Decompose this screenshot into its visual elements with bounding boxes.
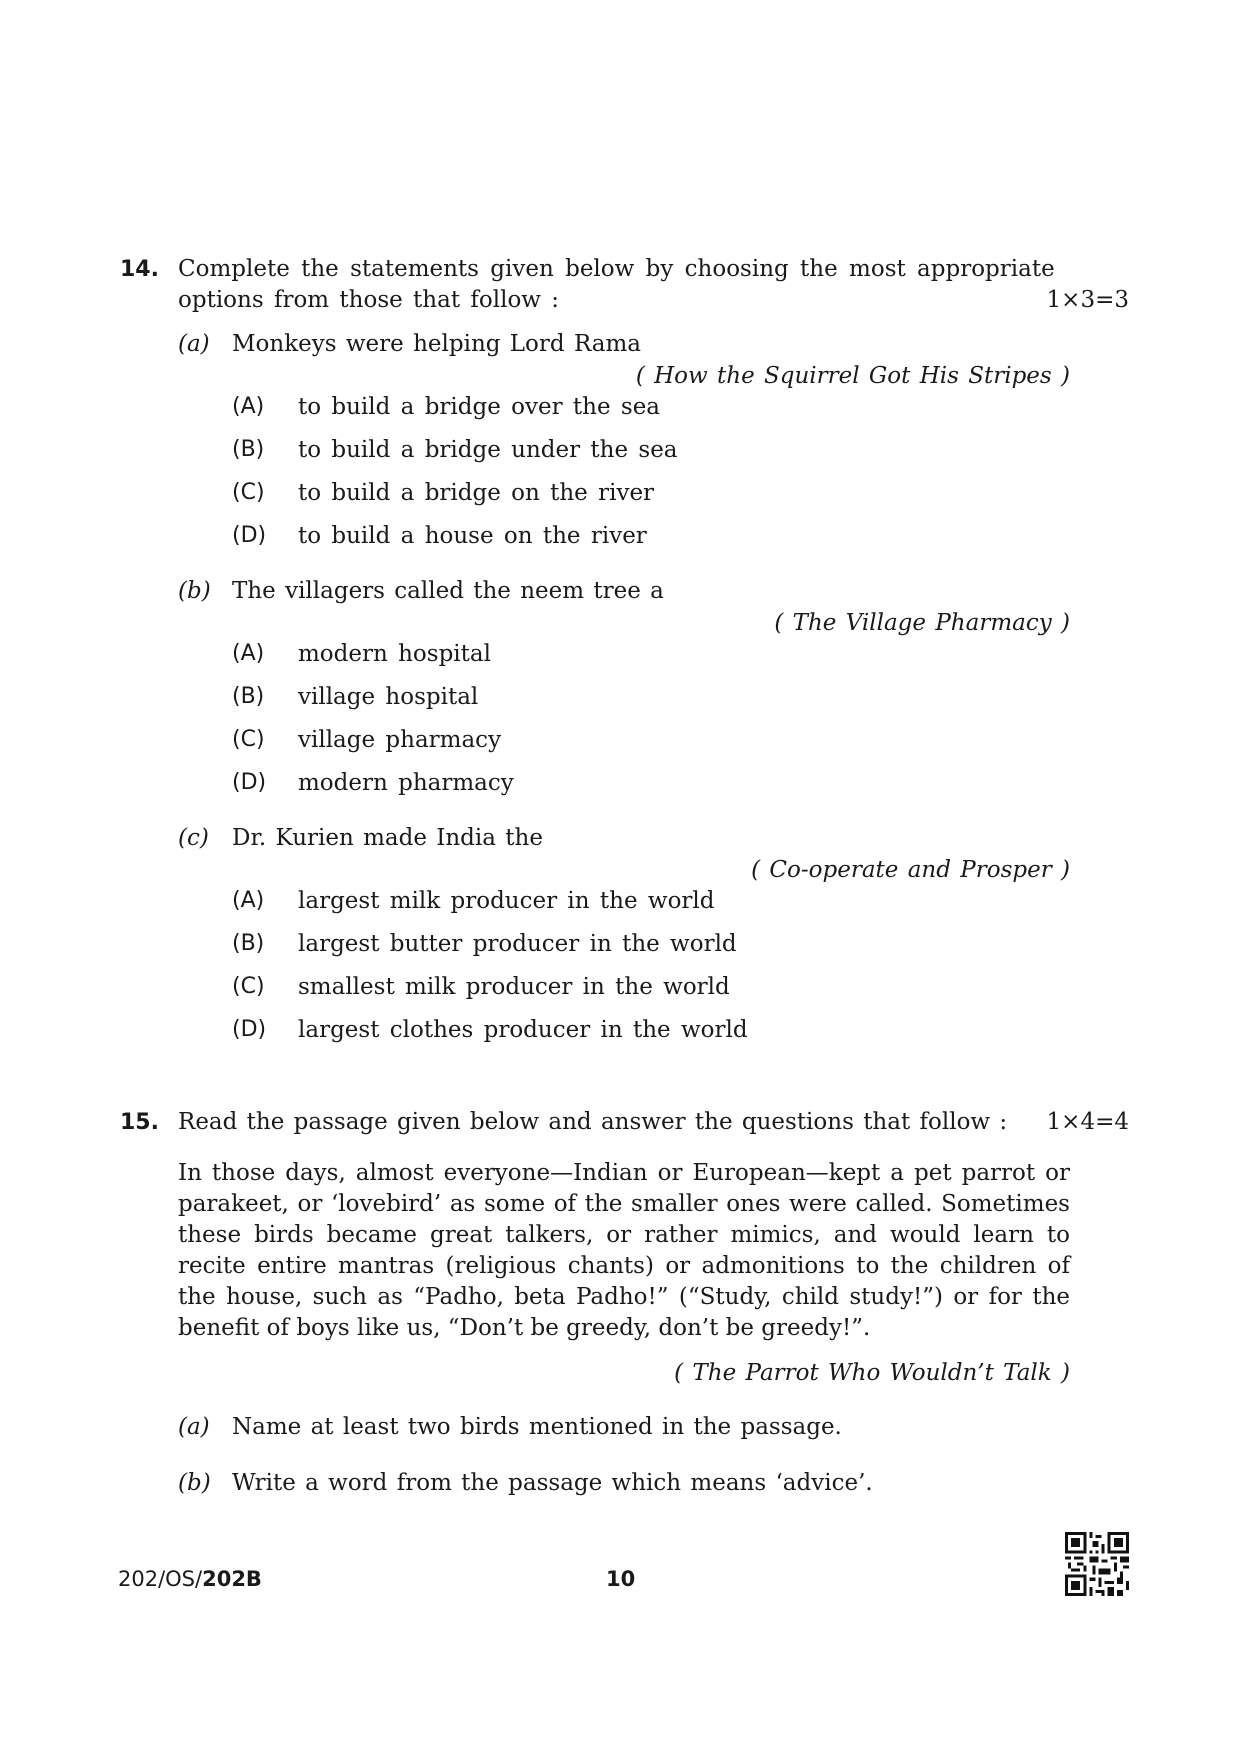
- q15a-label: (a): [178, 1414, 210, 1440]
- paper-code-bold: 202B: [202, 1567, 262, 1591]
- q14c-stem: Dr. Kurien made India the: [232, 825, 543, 851]
- q15-source: ( The Parrot Who Wouldn’t Talk ): [674, 1360, 1070, 1386]
- q14b-stem: The villagers called the neem tree a: [232, 578, 664, 604]
- qr-code-icon: [1065, 1532, 1129, 1596]
- q14c-source: ( Co-operate and Prosper ): [751, 857, 1070, 883]
- q14a-stem: Monkeys were helping Lord Rama: [232, 331, 642, 357]
- q14c-label: (c): [178, 825, 209, 851]
- q14b-source: ( The Village Pharmacy ): [774, 610, 1070, 636]
- q14-instruction-line1: Complete the statements given below by choosing the most appropriate: [178, 256, 1055, 282]
- page-number: 10: [606, 1567, 636, 1591]
- q15b-text: Write a word from the passage which means ‘advice’.: [232, 1470, 873, 1496]
- q15-number: 15.: [120, 1110, 159, 1135]
- q14-marks: 1×3=3: [1046, 287, 1129, 313]
- q15-instruction: Read the passage given below and answer the questions that follow :: [178, 1109, 1008, 1135]
- q14-instruction-line2: options from those that follow :: [178, 287, 560, 313]
- q14a-source: ( How the Squirrel Got His Stripes ): [635, 363, 1070, 389]
- q14b-label: (b): [178, 578, 211, 604]
- q15-marks: 1×4=4: [1046, 1109, 1129, 1135]
- paper-code-prefix: 202/OS/: [118, 1567, 203, 1591]
- q15b-label: (b): [178, 1470, 211, 1496]
- q14a-label: (a): [178, 331, 210, 357]
- q15-passage: In those days, almost everyone—Indian or European—kept a pet parrot or parakeet, or ‘lovebird’ as some of the smaller ones were called. Sometimes these birds became great talkers, or rather mimics, and would learn to recite entire mantras (religious chants) or admonitions to the children of the house, such as “Padho, beta Padho!” (“Study, child study!”) or for the benefit of boys like us, “Don’t be greedy, don’t be greedy!”.: [178, 1160, 1070, 1341]
- q14-number: 14.: [120, 257, 159, 282]
- paper-code: [118, 1567, 262, 1591]
- q15a-text: Name at least two birds mentioned in the passage.: [232, 1414, 842, 1440]
